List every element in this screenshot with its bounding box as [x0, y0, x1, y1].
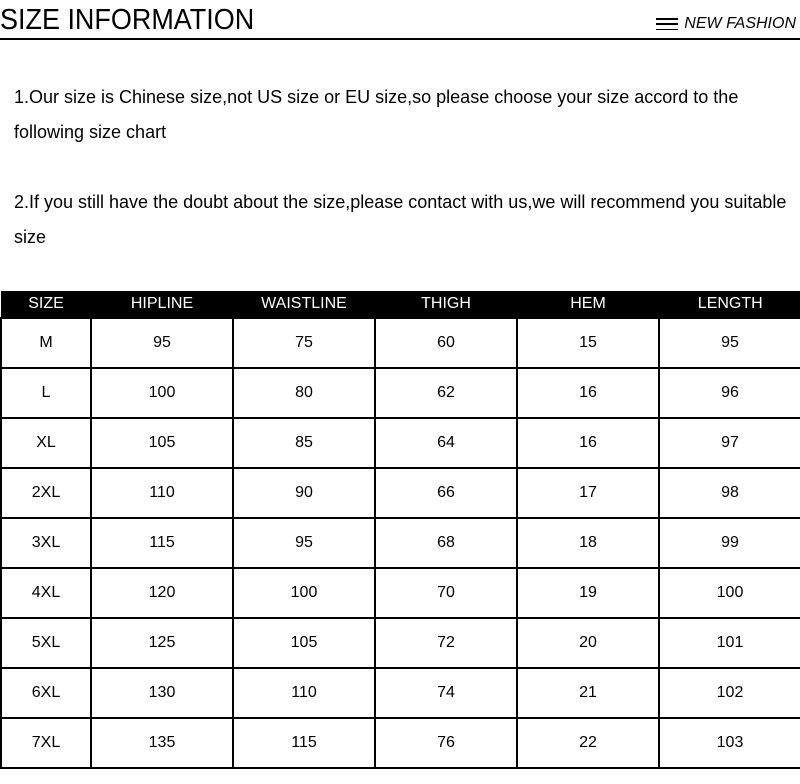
table-row [1, 418, 800, 468]
table-cell: 3XL [1, 518, 91, 568]
table-cell: 110 [233, 668, 375, 718]
table-cell: 95 [233, 518, 375, 568]
table-cell: 21 [517, 668, 659, 718]
table-cell: 101 [659, 618, 800, 668]
table-cell: 97 [659, 418, 800, 468]
table-row [1, 568, 800, 618]
table-row [1, 518, 800, 568]
size-table [0, 291, 800, 769]
column-header: SIZE [1, 291, 91, 318]
menu-lines-icon [656, 18, 678, 30]
table-cell: 17 [517, 468, 659, 518]
table-cell: 22 [517, 718, 659, 768]
table-cell: 16 [517, 418, 659, 468]
size-notes [14, 80, 794, 290]
table-cell: 74 [375, 668, 517, 718]
table-cell: 15 [517, 318, 659, 368]
table-cell: 7XL [1, 718, 91, 768]
table-body [1, 318, 800, 768]
table-cell: 60 [375, 318, 517, 368]
table-cell: 135 [91, 718, 233, 768]
size-chart [0, 291, 800, 769]
table-cell: 103 [659, 718, 800, 768]
table-row [1, 468, 800, 518]
table-cell: 100 [659, 568, 800, 618]
table-cell: 98 [659, 468, 800, 518]
table-row [1, 668, 800, 718]
table-cell: 120 [91, 568, 233, 618]
table-cell: 115 [233, 718, 375, 768]
table-cell: 75 [233, 318, 375, 368]
table-cell: 105 [233, 618, 375, 668]
table-cell: 76 [375, 718, 517, 768]
table-cell: 62 [375, 368, 517, 418]
table-cell: 110 [91, 468, 233, 518]
column-header: WAISTLINE [233, 291, 375, 318]
table-cell: 125 [91, 618, 233, 668]
table-cell: 100 [233, 568, 375, 618]
table-cell: 102 [659, 668, 800, 718]
table-cell: 115 [91, 518, 233, 568]
table-row [1, 718, 800, 768]
column-header: HEM [517, 291, 659, 318]
page-header [0, 0, 800, 40]
table-cell: 105 [91, 418, 233, 468]
table-cell: 80 [233, 368, 375, 418]
table-row [1, 368, 800, 418]
table-cell: 70 [375, 568, 517, 618]
size-note-2: 2.If you still have the doubt about the size,please contact with us,we will recommend you suitable size [14, 192, 787, 247]
table-cell: 19 [517, 568, 659, 618]
table-cell: 5XL [1, 618, 91, 668]
table-cell: 64 [375, 418, 517, 468]
table-cell: 130 [91, 668, 233, 718]
table-cell: 6XL [1, 668, 91, 718]
table-header-row [1, 291, 800, 318]
column-header: THIGH [375, 291, 517, 318]
table-cell: XL [1, 418, 91, 468]
column-header: HIPLINE [91, 291, 233, 318]
table-cell: 18 [517, 518, 659, 568]
table-cell: 68 [375, 518, 517, 568]
header-tag [656, 15, 796, 33]
table-cell: 4XL [1, 568, 91, 618]
page-title: SIZE INFORMATION [0, 4, 255, 36]
table-cell: 95 [659, 318, 800, 368]
table-row [1, 618, 800, 668]
table-cell: 85 [233, 418, 375, 468]
table-cell: 100 [91, 368, 233, 418]
table-cell: 72 [375, 618, 517, 668]
table-cell: M [1, 318, 91, 368]
table-cell: 90 [233, 468, 375, 518]
column-header: LENGTH [659, 291, 800, 318]
table-cell: 16 [517, 368, 659, 418]
table-row [1, 318, 800, 368]
table-cell: 20 [517, 618, 659, 668]
table-cell: 99 [659, 518, 800, 568]
header-tag-text: NEW FASHION [684, 15, 796, 32]
size-note-1: 1.Our size is Chinese size,not US size or EU size,so please choose your size accord to the following size chart [14, 87, 739, 142]
table-cell: 96 [659, 368, 800, 418]
table-cell: 2XL [1, 468, 91, 518]
table-cell: 95 [91, 318, 233, 368]
table-cell: 66 [375, 468, 517, 518]
table-cell: L [1, 368, 91, 418]
